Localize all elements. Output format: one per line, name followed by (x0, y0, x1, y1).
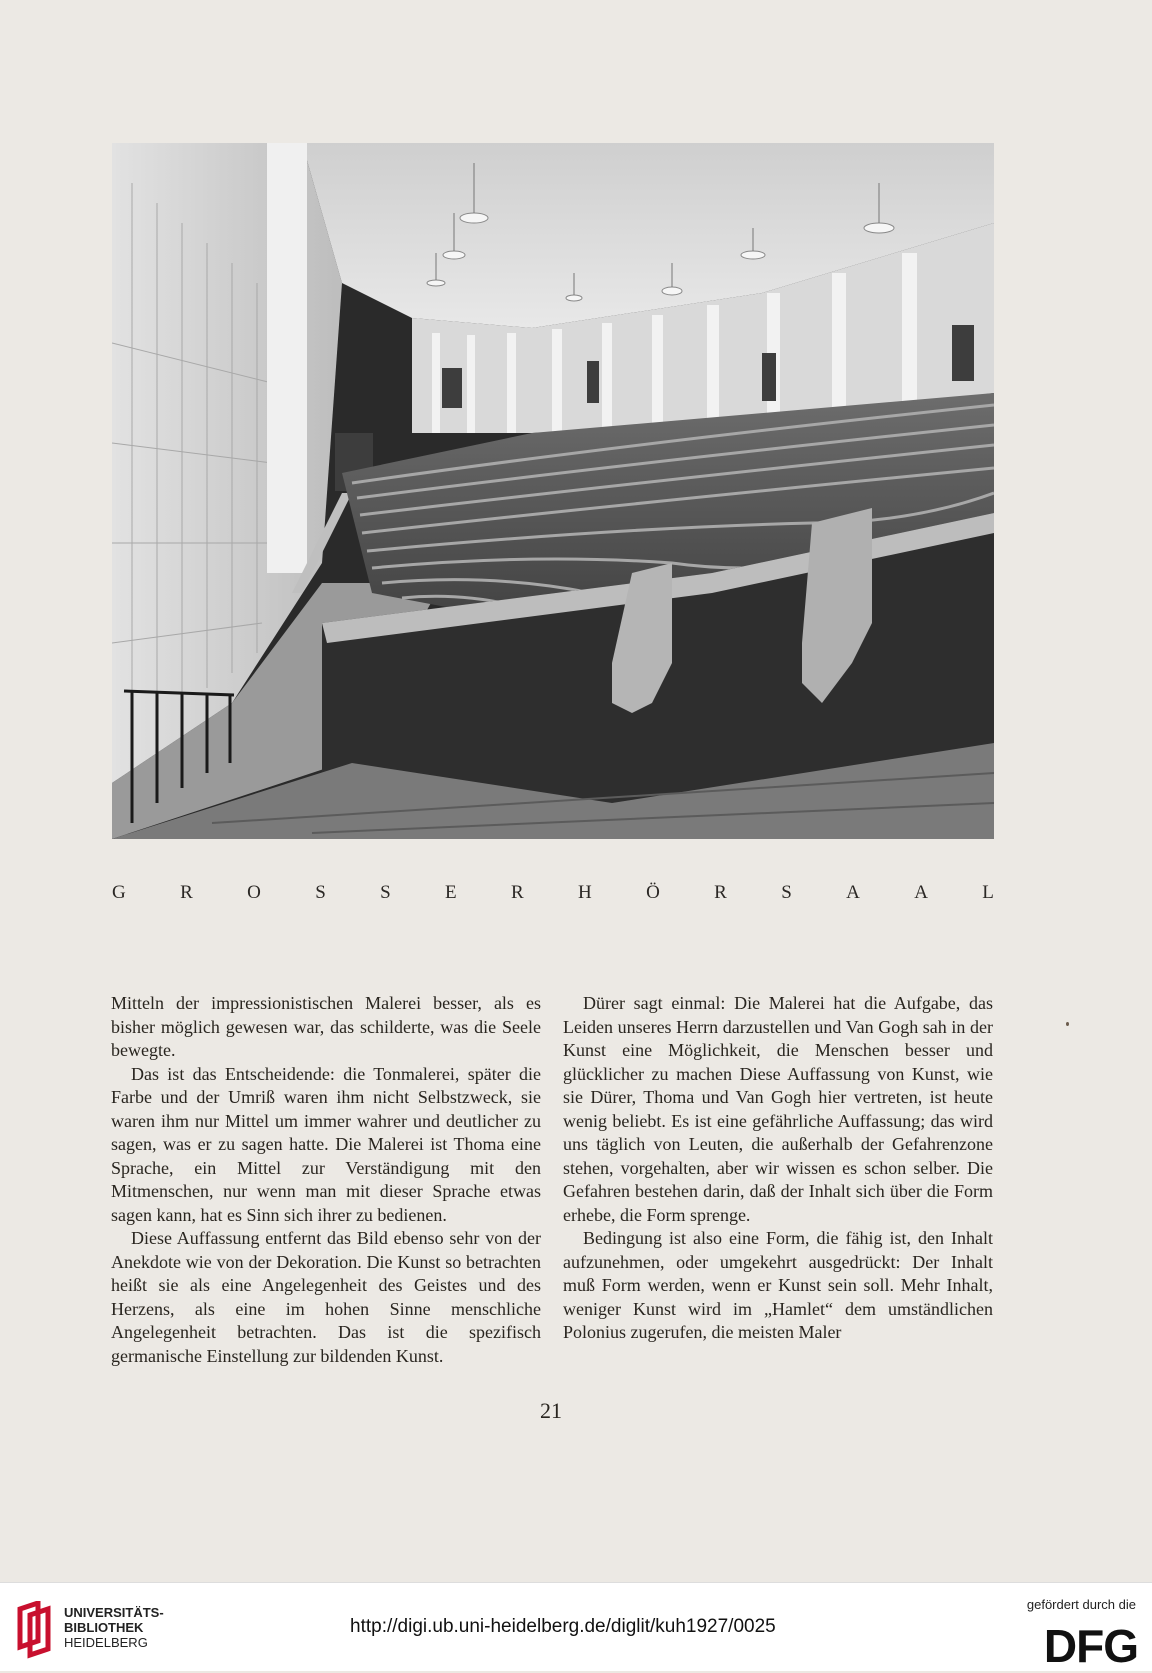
paragraph: Das ist das Entscheidende: die Tonmalerei, später die Farbe und der Umriß waren ihm nicht Selbstzweck, sie waren ihm nur Mittel um immer wahrer und deutlicher zu sagen, was er zu sagen hatte. Die Malerei ist Thoma eine Sprache, ein Mittel zur Verständigung mit den Mitmenschen, nur wenn man mit dieser Sprache etwas sagen kann, hat es Sinn sich ihrer zu bedienen. (111, 1063, 541, 1225)
paragraph: Diese Auffassung entfernt das Bild ebenso sehr von der Anekdote wie von der Dekoration. Die Kunst so betrachten heißt sie als eine Angelegenheit des Geistes und des Herzens, als eine im hohen Sinne menschliche Angelegenheit betrachten. Das ist die spezifisch germanische Einstellung zur bildenden Kunst. (111, 1228, 541, 1366)
university-library-logo-icon (14, 1601, 56, 1659)
paragraph: Mitteln der impressionistischen Malerei besser, als es bisher möglich gewesen war, das schilderte, was die Seele bewegte. (111, 993, 541, 1060)
caption-letter: H (578, 882, 592, 903)
caption-letter: R (510, 882, 524, 903)
library-name-line: UNIVERSITÄTS- (64, 1605, 164, 1620)
library-name-line: BIBLIOTHEK (64, 1620, 144, 1635)
lecture-hall-photo (112, 143, 994, 839)
caption-letter: A (914, 882, 928, 903)
caption-letter: S (781, 882, 792, 903)
permalink-url[interactable]: http://digi.ub.uni-heidelberg.de/diglit/kuh1927/0025 (350, 1616, 776, 1637)
caption-letter: S (380, 882, 391, 903)
dfg-logo: DFG (1043, 1620, 1138, 1672)
caption-letter: L (982, 882, 994, 903)
caption-letter: R (714, 882, 727, 903)
caption-letter: A (846, 882, 860, 903)
caption-letter: R (180, 882, 193, 903)
caption-letter: G (112, 882, 126, 903)
lecture-hall-illustration (112, 143, 994, 839)
caption-letter: E (445, 882, 457, 903)
caption-letter: O (247, 882, 261, 903)
paper-speck (1066, 1022, 1069, 1026)
left-text-column (111, 992, 541, 1368)
paragraph: Bedingung ist also eine Form, die fähig ist, den Inhalt aufzunehmen, oder umgekehrt ausgedrückt: Der Inhalt muß Form werden, wenn er Kunst sein soll. Mehr Inhalt, weniger Kunst wird im „Hamlet“ dem umständlichen Polonius zugerufen, die meisten Maler (563, 1228, 993, 1342)
library-name (64, 1605, 164, 1650)
funding-label: gefördert durch die (1026, 1597, 1136, 1612)
photo-caption (112, 882, 994, 904)
caption-letter: S (315, 882, 326, 903)
right-text-column (563, 992, 993, 1345)
paragraph: Dürer sagt einmal: Die Malerei hat die Aufgabe, das Leiden unseres Herrn darzustellen und Van Gogh sah in der Kunst eine Möglichkeit, die Menschen besser und glücklicher zu machen Diese Auffassung von Kunst, wie sie Dürer, Thoma und Van Gogh hier vertreten, ist heute wenig beliebt. Es ist eine gefährliche Auffassung; das wird uns täglich von Leuten, die außerhalb der Gefahrenzone stehen, vorgehalten, aber wir wissen es schon selber. Die Gefahren bestehen darin, daß der Inhalt sich über die Form erhebe, die Form sprenge. (563, 993, 993, 1225)
library-name-line: HEIDELBERG (64, 1635, 148, 1650)
digitization-footer (0, 1582, 1152, 1671)
caption-letter: Ö (646, 882, 660, 903)
page-number: 21 (540, 1398, 562, 1423)
